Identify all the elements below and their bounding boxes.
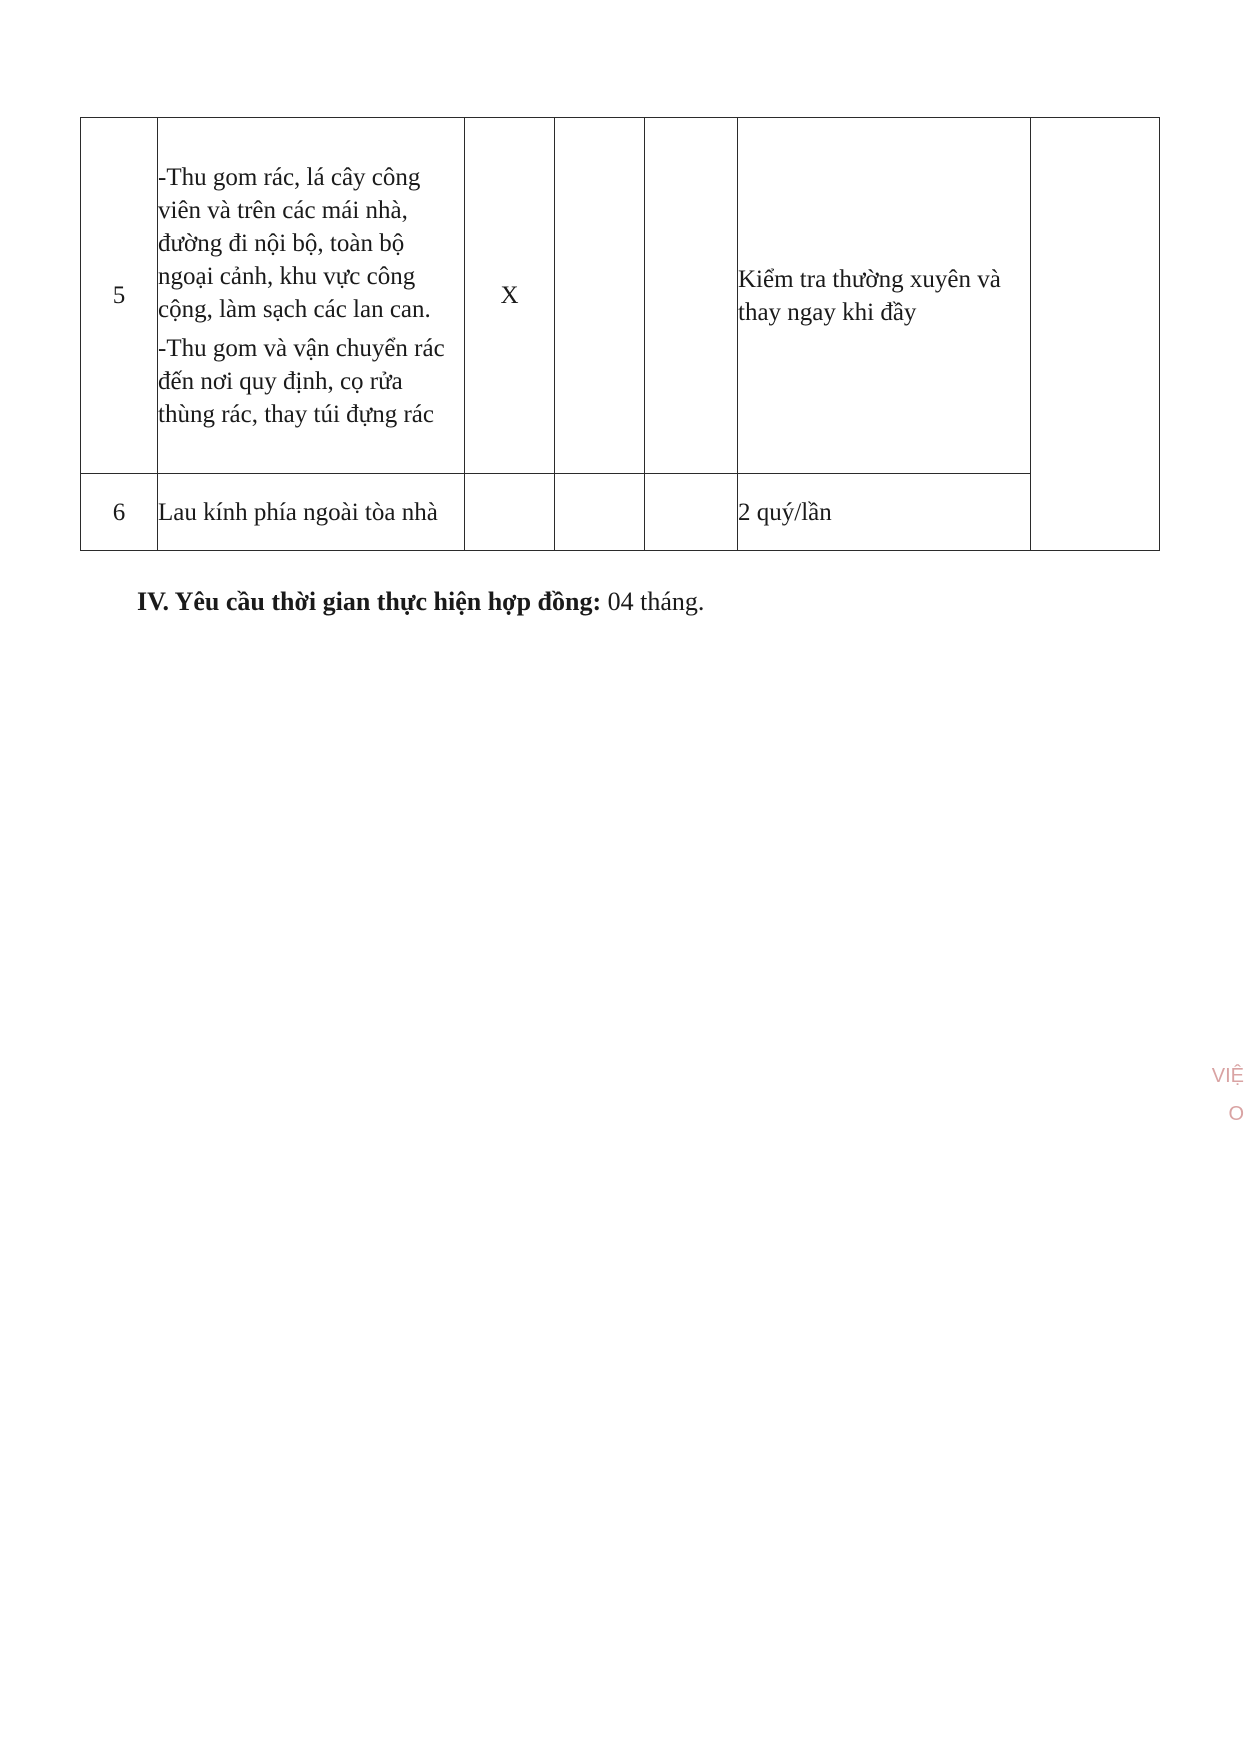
task-description [158,118,465,474]
table-row [81,474,1160,551]
margin-stamp-fragment: O [1228,1103,1244,1125]
task-paragraph: Lau kính phía ngoài tòa nhà [158,498,438,526]
section-iv-heading [137,587,704,617]
table-row [81,118,1160,474]
empty-cell [645,474,738,551]
section-iv-label: IV. Yêu cầu thời gian thực hiện hợp đồng: [137,587,602,616]
task-paragraph: -Thu gom rác, lá cây công viên và trên các mái nhà, đường đi nội bộ, toàn bộ ngoại cảnh, khu vực công cộng, làm sạch các lan can. [158,163,431,323]
section-iv-value: 04 tháng. [601,587,705,616]
row-number: 5 [81,118,158,474]
empty-cell [645,118,738,474]
mark-cell: X [465,118,555,474]
frequency-cell: Kiểm tra thường xuyên và thay ngay khi đầy [738,118,1031,474]
margin-stamp-fragment: VIỆ [1211,1065,1244,1087]
task-description [158,474,465,551]
note-cell [1031,118,1160,551]
row-number: 6 [81,474,158,551]
empty-cell [555,118,645,474]
task-paragraph: -Thu gom và vận chuyển rác đến nơi quy định, cọ rửa thùng rác, thay túi đựng rác [158,334,445,428]
empty-cell [555,474,645,551]
work-schedule-table [80,117,1160,551]
mark-cell [465,474,555,551]
frequency-cell: 2 quý/lần [738,474,1031,551]
